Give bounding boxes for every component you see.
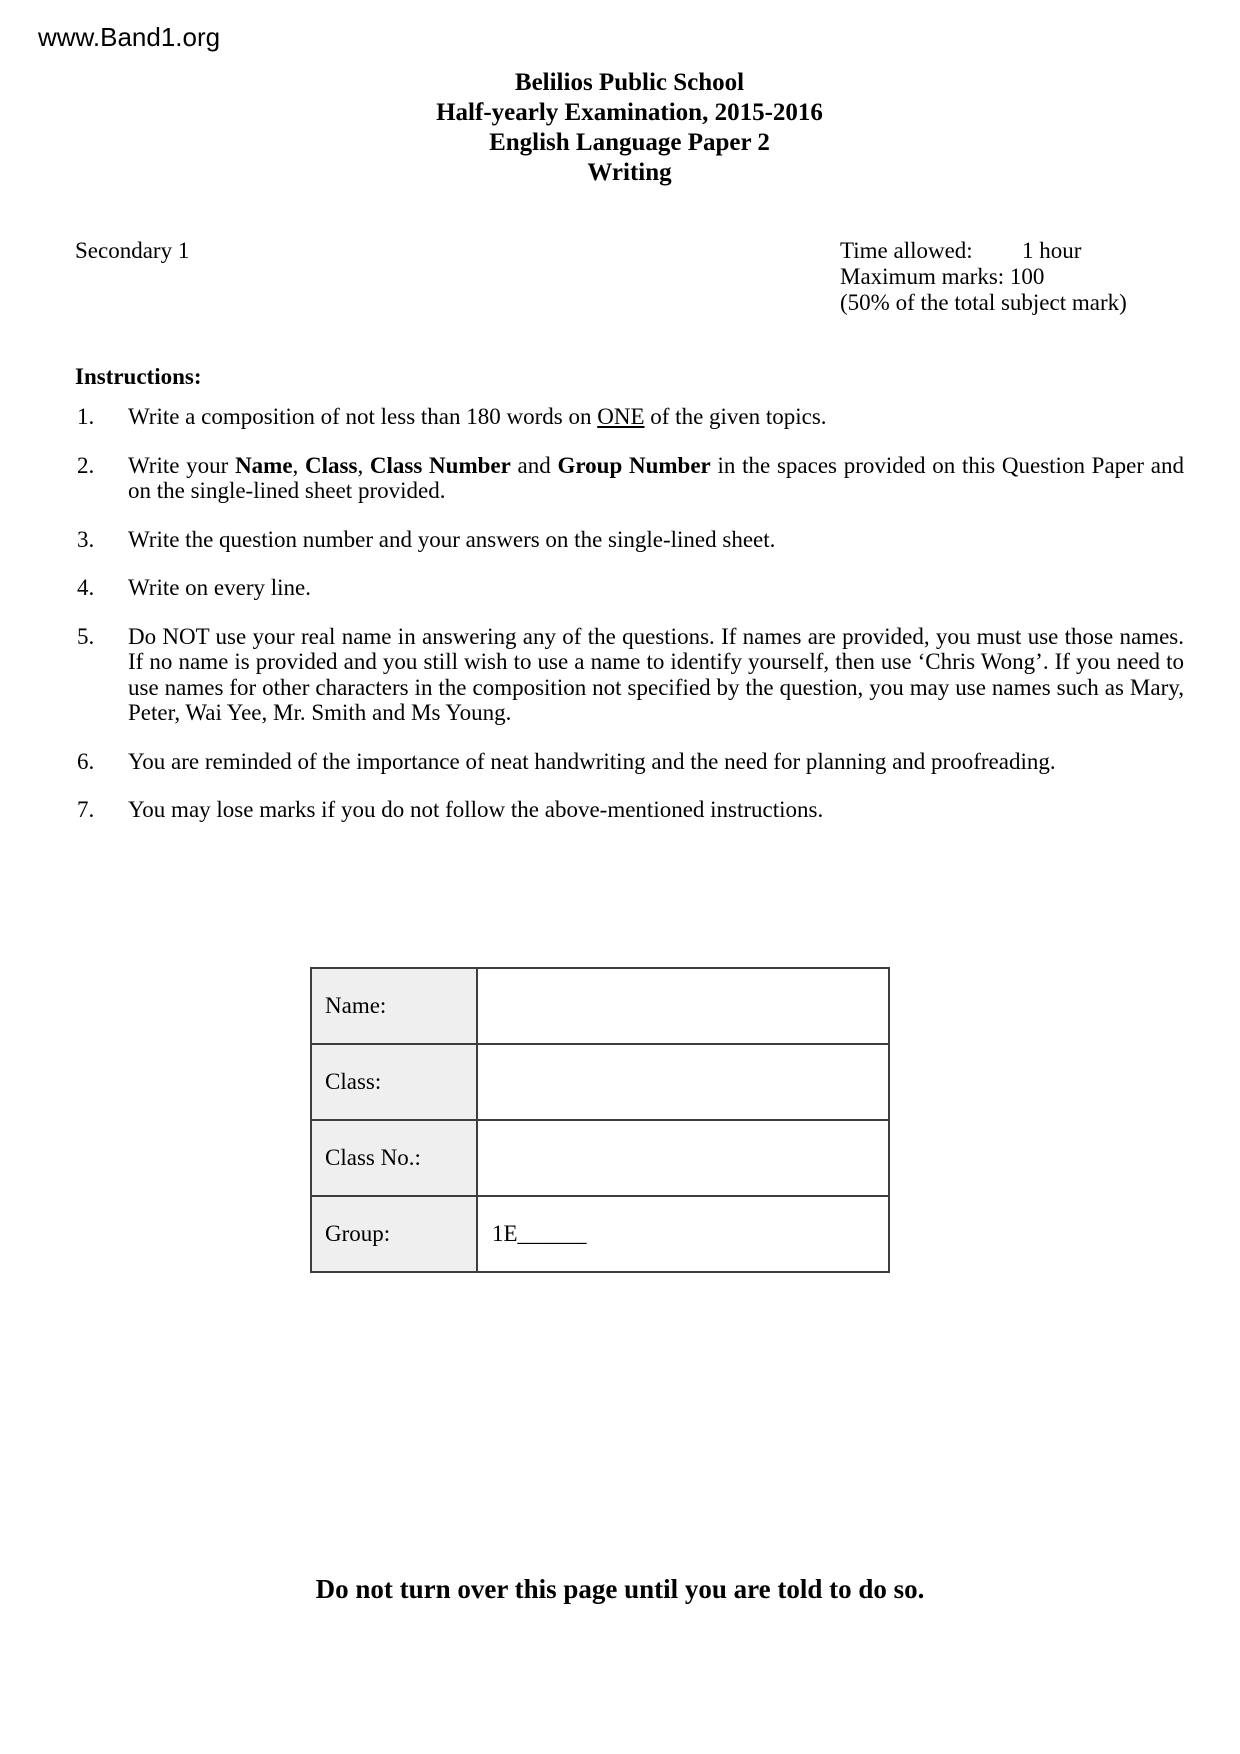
field-label: Name: (311, 968, 477, 1044)
instruction-number: 1. (77, 404, 95, 429)
instruction-number: 7. (77, 797, 95, 822)
student-info-row (311, 968, 889, 1044)
field-value (477, 1044, 889, 1120)
instructions-heading: Instructions: (75, 364, 202, 389)
subject-weight-note: (50% of the total subject mark) (840, 290, 1127, 315)
watermark-url: www.Band1.org (38, 22, 221, 52)
instruction-text-segment: , (357, 452, 370, 478)
school-name: Belilios Public School (514, 69, 745, 96)
instruction-text-segment: ONE (597, 404, 645, 429)
instruction-text (128, 797, 823, 822)
instruction-item (75, 453, 1184, 504)
field-value: 1E______ (477, 1196, 889, 1272)
instruction-text-segment: , (292, 452, 306, 478)
student-info-row (311, 1120, 889, 1196)
instruction-text (128, 749, 1056, 774)
time-allowed-value: 1 hour (1022, 238, 1082, 263)
instruction-text-segment: of the given topics. (644, 404, 827, 429)
instruction-text-segment: Class Number (369, 452, 511, 478)
field-value (477, 1120, 889, 1196)
level-label: Secondary 1 (75, 238, 190, 263)
instruction-text-segment: You may lose marks if you do not follow the above-mentioned instructions. (128, 797, 824, 822)
field-value (477, 968, 889, 1044)
instruction-text-segment: in the spaces provided on this Question Paper and on the single-lined sheet provided. (128, 452, 1184, 503)
instruction-text-segment: Write the question number and your answers on the single-lined sheet. (128, 526, 776, 552)
exam-meta-block (840, 238, 1127, 316)
instruction-text-segment: You are reminded of the importance of neat handwriting and the need for planning and proofreading. (128, 748, 1056, 774)
field-label: Class No.: (311, 1120, 477, 1196)
instruction-text-segment: Class (305, 452, 358, 478)
field-label: Class: (311, 1044, 477, 1120)
instruction-item (75, 575, 1184, 601)
instruction-text-segment: Group Number (557, 452, 711, 478)
instruction-text (128, 527, 775, 552)
student-info-row (311, 1196, 889, 1272)
exam-session-title: Half-yearly Examination, 2015-2016 (436, 99, 823, 126)
instructions-list (75, 404, 1184, 823)
instruction-item (75, 749, 1184, 775)
instruction-text (128, 453, 1184, 504)
instruction-item (75, 624, 1184, 726)
instruction-number: 5. (77, 623, 95, 649)
time-allowed-label: Time allowed: (840, 238, 973, 263)
exam-meta-row (75, 238, 1184, 316)
time-allowed-line (840, 238, 1127, 264)
instruction-number: 4. (77, 575, 95, 600)
instruction-text (128, 624, 1184, 726)
do-not-turn-over-notice: Do not turn over this page until you are told to do so. (315, 1574, 925, 1604)
instruction-number: 6. (77, 748, 95, 774)
instruction-item (75, 797, 1184, 823)
instruction-text-segment: Write your (128, 452, 236, 478)
instruction-text-segment: Write on every line. (128, 575, 312, 600)
instruction-item (75, 404, 1184, 430)
field-label: Group: (311, 1196, 477, 1272)
instruction-number: 2. (77, 452, 95, 478)
instruction-text (128, 575, 311, 600)
maximum-marks-line: Maximum marks: 100 (840, 264, 1045, 289)
instruction-text-segment: Write a composition of not less than 180 words on (128, 404, 598, 429)
student-info-table (310, 967, 890, 1273)
student-info-row (311, 1044, 889, 1120)
exam-title-block (75, 0, 1184, 188)
paper-subject: Writing (587, 159, 672, 186)
instruction-text-segment: and (510, 452, 558, 478)
instruction-item (75, 527, 1184, 553)
instruction-number: 3. (77, 526, 95, 552)
instruction-text-segment: Do NOT use your real name in answering any of the questions. If names are provided, you must use those names. If no name is provided and you still wish to use a name to identify yourself, then use ‘Chris Wong’. If you need to use names for other characters in the composition not specified by the question, you may use names such as Mary, Peter, Wai Yee, Mr. Smith and Ms Young. (128, 623, 1184, 725)
paper-title: English Language Paper 2 (489, 129, 770, 156)
instruction-text (128, 404, 827, 429)
instruction-text-segment: Name (235, 452, 293, 478)
